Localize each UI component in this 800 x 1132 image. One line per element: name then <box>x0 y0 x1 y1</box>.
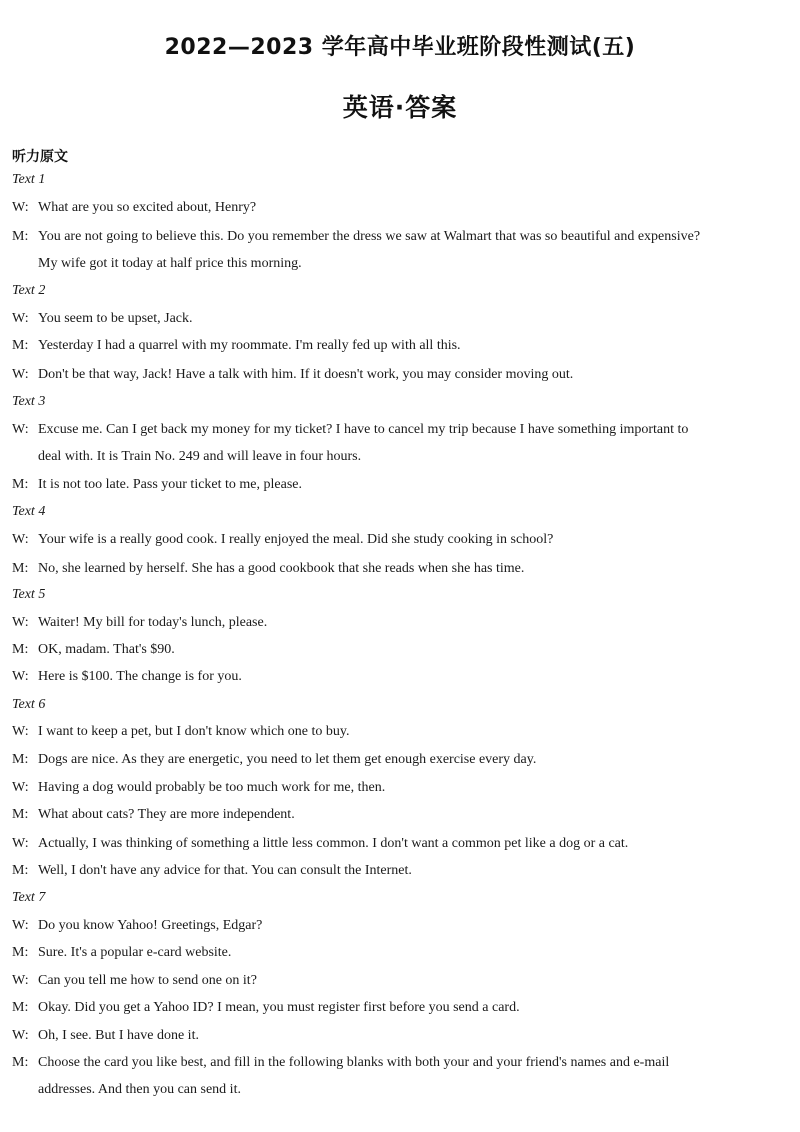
speaker-label: W: <box>12 724 29 739</box>
dialog-text: Your wife is a really good cook. I really enjoyed the meal. Did she study cooking in school? <box>38 532 554 547</box>
dialog-line <box>12 421 688 439</box>
speaker-label: W: <box>12 532 29 547</box>
speaker-label: M: <box>12 752 29 767</box>
dialog-text: Well, I don't have any advice for that. You can consult the Internet. <box>38 863 412 878</box>
dialog-line <box>12 751 536 769</box>
exam-title: 2022—2023 学年高中毕业班阶段性测试(五) <box>164 35 636 60</box>
dialog-line <box>12 337 461 355</box>
dialog-line <box>12 476 302 494</box>
dialog-text: Waiter! My bill for today's lunch, please. <box>38 615 268 630</box>
speaker-label: M: <box>12 807 29 822</box>
text-number-label: Text 7 <box>12 890 46 905</box>
dialog-line <box>12 641 175 659</box>
dialog-text: What about cats? They are more independent. <box>38 807 295 822</box>
dialog-text: Dogs are nice. As they are energetic, you need to let them get enough exercise every day. <box>38 752 537 767</box>
speaker-label: W: <box>12 669 29 684</box>
dialog-line <box>12 779 385 797</box>
speaker-label: W: <box>12 615 29 630</box>
dialog-line <box>12 723 350 741</box>
dialog-text: Excuse me. Can I get back my money for my ticket? I have to cancel my trip because I have something important to <box>38 422 689 437</box>
dialog-text: Actually, I was thinking of something a little less common. I don't want a common pet like a dog or a cat. <box>38 836 629 851</box>
dialog-text: You seem to be upset, Jack. <box>38 311 193 326</box>
speaker-label: M: <box>12 561 29 576</box>
dialog-text: You are not going to believe this. Do you remember the dress we saw at Walmart that was so beautiful and expensive? <box>38 229 701 244</box>
dialog-text: Don't be that way, Jack! Have a talk with him. If it doesn't work, you may consider moving out. <box>38 367 574 382</box>
dialog-line <box>12 366 573 384</box>
dialog-line <box>12 668 242 686</box>
speaker-label: W: <box>12 918 29 933</box>
dialog-continuation: addresses. And then you can send it. <box>38 1082 241 1097</box>
speaker-label: M: <box>12 229 29 244</box>
dialog-line <box>12 999 520 1017</box>
dialog-line <box>12 972 257 990</box>
speaker-label: W: <box>12 973 29 988</box>
speaker-label: M: <box>12 642 29 657</box>
text-number-label: Text 2 <box>12 283 46 298</box>
dialog-line <box>12 310 193 328</box>
speaker-label: M: <box>12 1055 29 1070</box>
speaker-label: W: <box>12 1028 29 1043</box>
dialog-line <box>12 228 700 246</box>
listening-transcript-heading: 听力原文 <box>12 149 68 165</box>
dialog-line <box>12 862 412 880</box>
dialog-text: Do you know Yahoo! Greetings, Edgar? <box>38 918 263 933</box>
dialog-text: No, she learned by herself. She has a good cookbook that she reads when she has time. <box>38 561 525 576</box>
dialog-text: Sure. It's a popular e-card website. <box>38 945 232 960</box>
dialog-line <box>12 944 231 962</box>
dialog-text: It is not too late. Pass your ticket to me, please. <box>38 477 303 492</box>
dialog-line <box>12 806 295 824</box>
speaker-label: M: <box>12 477 29 492</box>
dialog-line <box>12 614 267 632</box>
dialog-text: Can you tell me how to send one on it? <box>38 973 257 988</box>
dialog-continuation: My wife got it today at half price this morning. <box>38 256 302 271</box>
dialog-text: Yesterday I had a quarrel with my roommate. I'm really fed up with all this. <box>38 338 461 353</box>
speaker-label: W: <box>12 311 29 326</box>
dialog-line <box>12 835 628 853</box>
dialog-line <box>12 531 553 549</box>
speaker-label: W: <box>12 780 29 795</box>
text-number-label: Text 1 <box>12 172 46 187</box>
speaker-label: M: <box>12 338 29 353</box>
text-number-label: Text 6 <box>12 697 46 712</box>
dialog-line <box>12 1054 669 1072</box>
speaker-label: M: <box>12 1000 29 1015</box>
dialog-text: Having a dog would probably be too much work for me, then. <box>38 780 386 795</box>
dialog-line <box>12 199 256 217</box>
speaker-label: W: <box>12 422 29 437</box>
dialog-text: I want to keep a pet, but I don't know which one to buy. <box>38 724 350 739</box>
text-number-label: Text 5 <box>12 587 46 602</box>
dialog-line <box>12 917 262 935</box>
dialog-text: Choose the card you like best, and fill in the following blanks with both your and your friend's names and e-mail <box>38 1055 670 1070</box>
speaker-label: M: <box>12 945 29 960</box>
dialog-text: Okay. Did you get a Yahoo ID? I mean, you must register first before you send a card. <box>38 1000 520 1015</box>
dialog-text: Here is $100. The change is for you. <box>38 669 242 684</box>
dialog-text: Oh, I see. But I have done it. <box>38 1028 199 1043</box>
text-number-label: Text 3 <box>12 394 46 409</box>
dialog-text: What are you so excited about, Henry? <box>38 200 257 215</box>
speaker-label: M: <box>12 863 29 878</box>
answer-subtitle: 英语·答案 <box>342 93 458 122</box>
speaker-label: W: <box>12 367 29 382</box>
dialog-text: OK, madam. That's $90. <box>38 642 175 657</box>
dialog-line <box>12 560 524 578</box>
speaker-label: W: <box>12 836 29 851</box>
text-number-label: Text 4 <box>12 504 46 519</box>
dialog-line <box>12 1027 199 1045</box>
dialog-continuation: deal with. It is Train No. 249 and will leave in four hours. <box>38 449 362 464</box>
speaker-label: W: <box>12 200 29 215</box>
